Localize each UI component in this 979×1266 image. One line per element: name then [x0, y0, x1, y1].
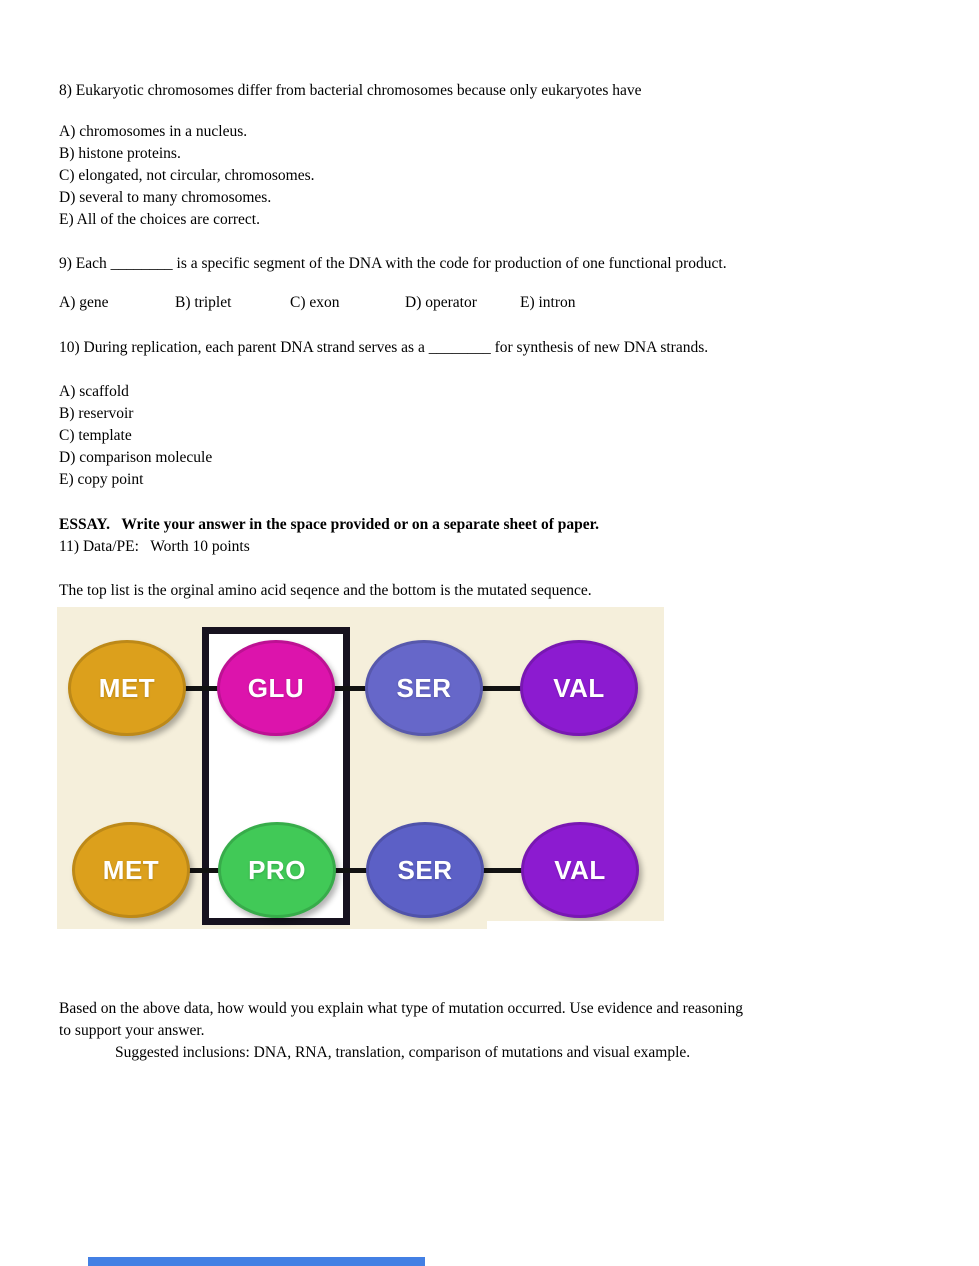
amino-acid-label: MET — [98, 672, 156, 703]
choice-10b: B) reservoir — [59, 405, 134, 422]
choice-9d: D) operator — [405, 294, 477, 311]
choice-9e: E) intron — [520, 294, 576, 311]
next-page-edge-bar — [88, 1257, 425, 1266]
essay-prompt-suggestions: Suggested inclusions: DNA, RNA, translation, comparison of mutations and visual example. — [115, 1044, 691, 1061]
amino-acid-oval-val-original — [520, 640, 638, 736]
amino-acid-oval-ser-mutated — [366, 822, 484, 918]
amino-acid-label: SER — [397, 854, 453, 885]
question-8-choices — [59, 121, 659, 231]
essay-prompt-line-2: to support your answer. — [59, 1022, 205, 1039]
choice-9c: C) exon — [290, 294, 340, 311]
choice-10d: D) comparison molecule — [59, 449, 213, 466]
choice-8d: D) several to many chromosomes. — [59, 189, 272, 206]
sequence-caption: The top list is the orginal amino acid seqence and the bottom is the mutated sequence. — [59, 582, 592, 599]
choice-8b: B) histone proteins. — [59, 145, 181, 162]
essay-prompt-line-1: Based on the above data, how would you explain what type of mutation occurred. Use evidence and reasoning — [59, 1000, 743, 1017]
amino-acid-label: GLU — [247, 672, 305, 703]
amino-acid-label: PRO — [248, 854, 306, 885]
amino-acid-oval-met-original — [68, 640, 186, 736]
question-10-text: 10) During replication, each parent DNA strand serves as a ________ for synthesis of new DNA strands. — [59, 339, 709, 356]
essay-prompt — [59, 998, 939, 1064]
amino-acid-oval-ser-original — [365, 640, 483, 736]
amino-acid-oval-met-mutated — [72, 822, 190, 918]
choice-9b: B) triplet — [175, 294, 232, 311]
amino-acid-oval-pro-mutated — [218, 822, 336, 918]
choice-8c: C) elongated, not circular, chromosomes. — [59, 167, 315, 184]
peptide-bond-line-original — [117, 686, 587, 691]
amino-acid-oval-glu-original — [217, 640, 335, 736]
amino-acid-label: MET — [102, 854, 160, 885]
choice-10c: C) template — [59, 427, 132, 444]
essay-section-header: ESSAY. Write your answer in the space provided or on a separate sheet of paper. — [59, 516, 599, 533]
choice-9a: A) gene — [59, 294, 109, 311]
amino-acid-label: SER — [396, 672, 452, 703]
question-9-text: 9) Each ________ is a specific segment of the DNA with the code for production of one functional product. — [59, 255, 727, 272]
question-11-text: 11) Data/PE: Worth 10 points — [59, 538, 250, 555]
choice-10a: A) scaffold — [59, 383, 129, 400]
question-8-text: 8) Eukaryotic chromosomes differ from bacterial chromosomes because only eukaryotes have — [59, 82, 642, 99]
choice-8a: A) chromosomes in a nucleus. — [59, 123, 248, 140]
peptide-bond-line-mutated — [121, 868, 587, 873]
choice-10e: E) copy point — [59, 471, 144, 488]
amino-acid-oval-val-mutated — [521, 822, 639, 918]
amino-acid-label: VAL — [554, 854, 606, 885]
question-10-choices — [59, 381, 659, 491]
choice-8e: E) All of the choices are correct. — [59, 211, 260, 228]
amino-acid-label: VAL — [553, 672, 605, 703]
amino-acid-diagram — [57, 607, 664, 929]
question-9-choices — [59, 294, 759, 316]
diagram-corner-notch — [487, 921, 664, 929]
